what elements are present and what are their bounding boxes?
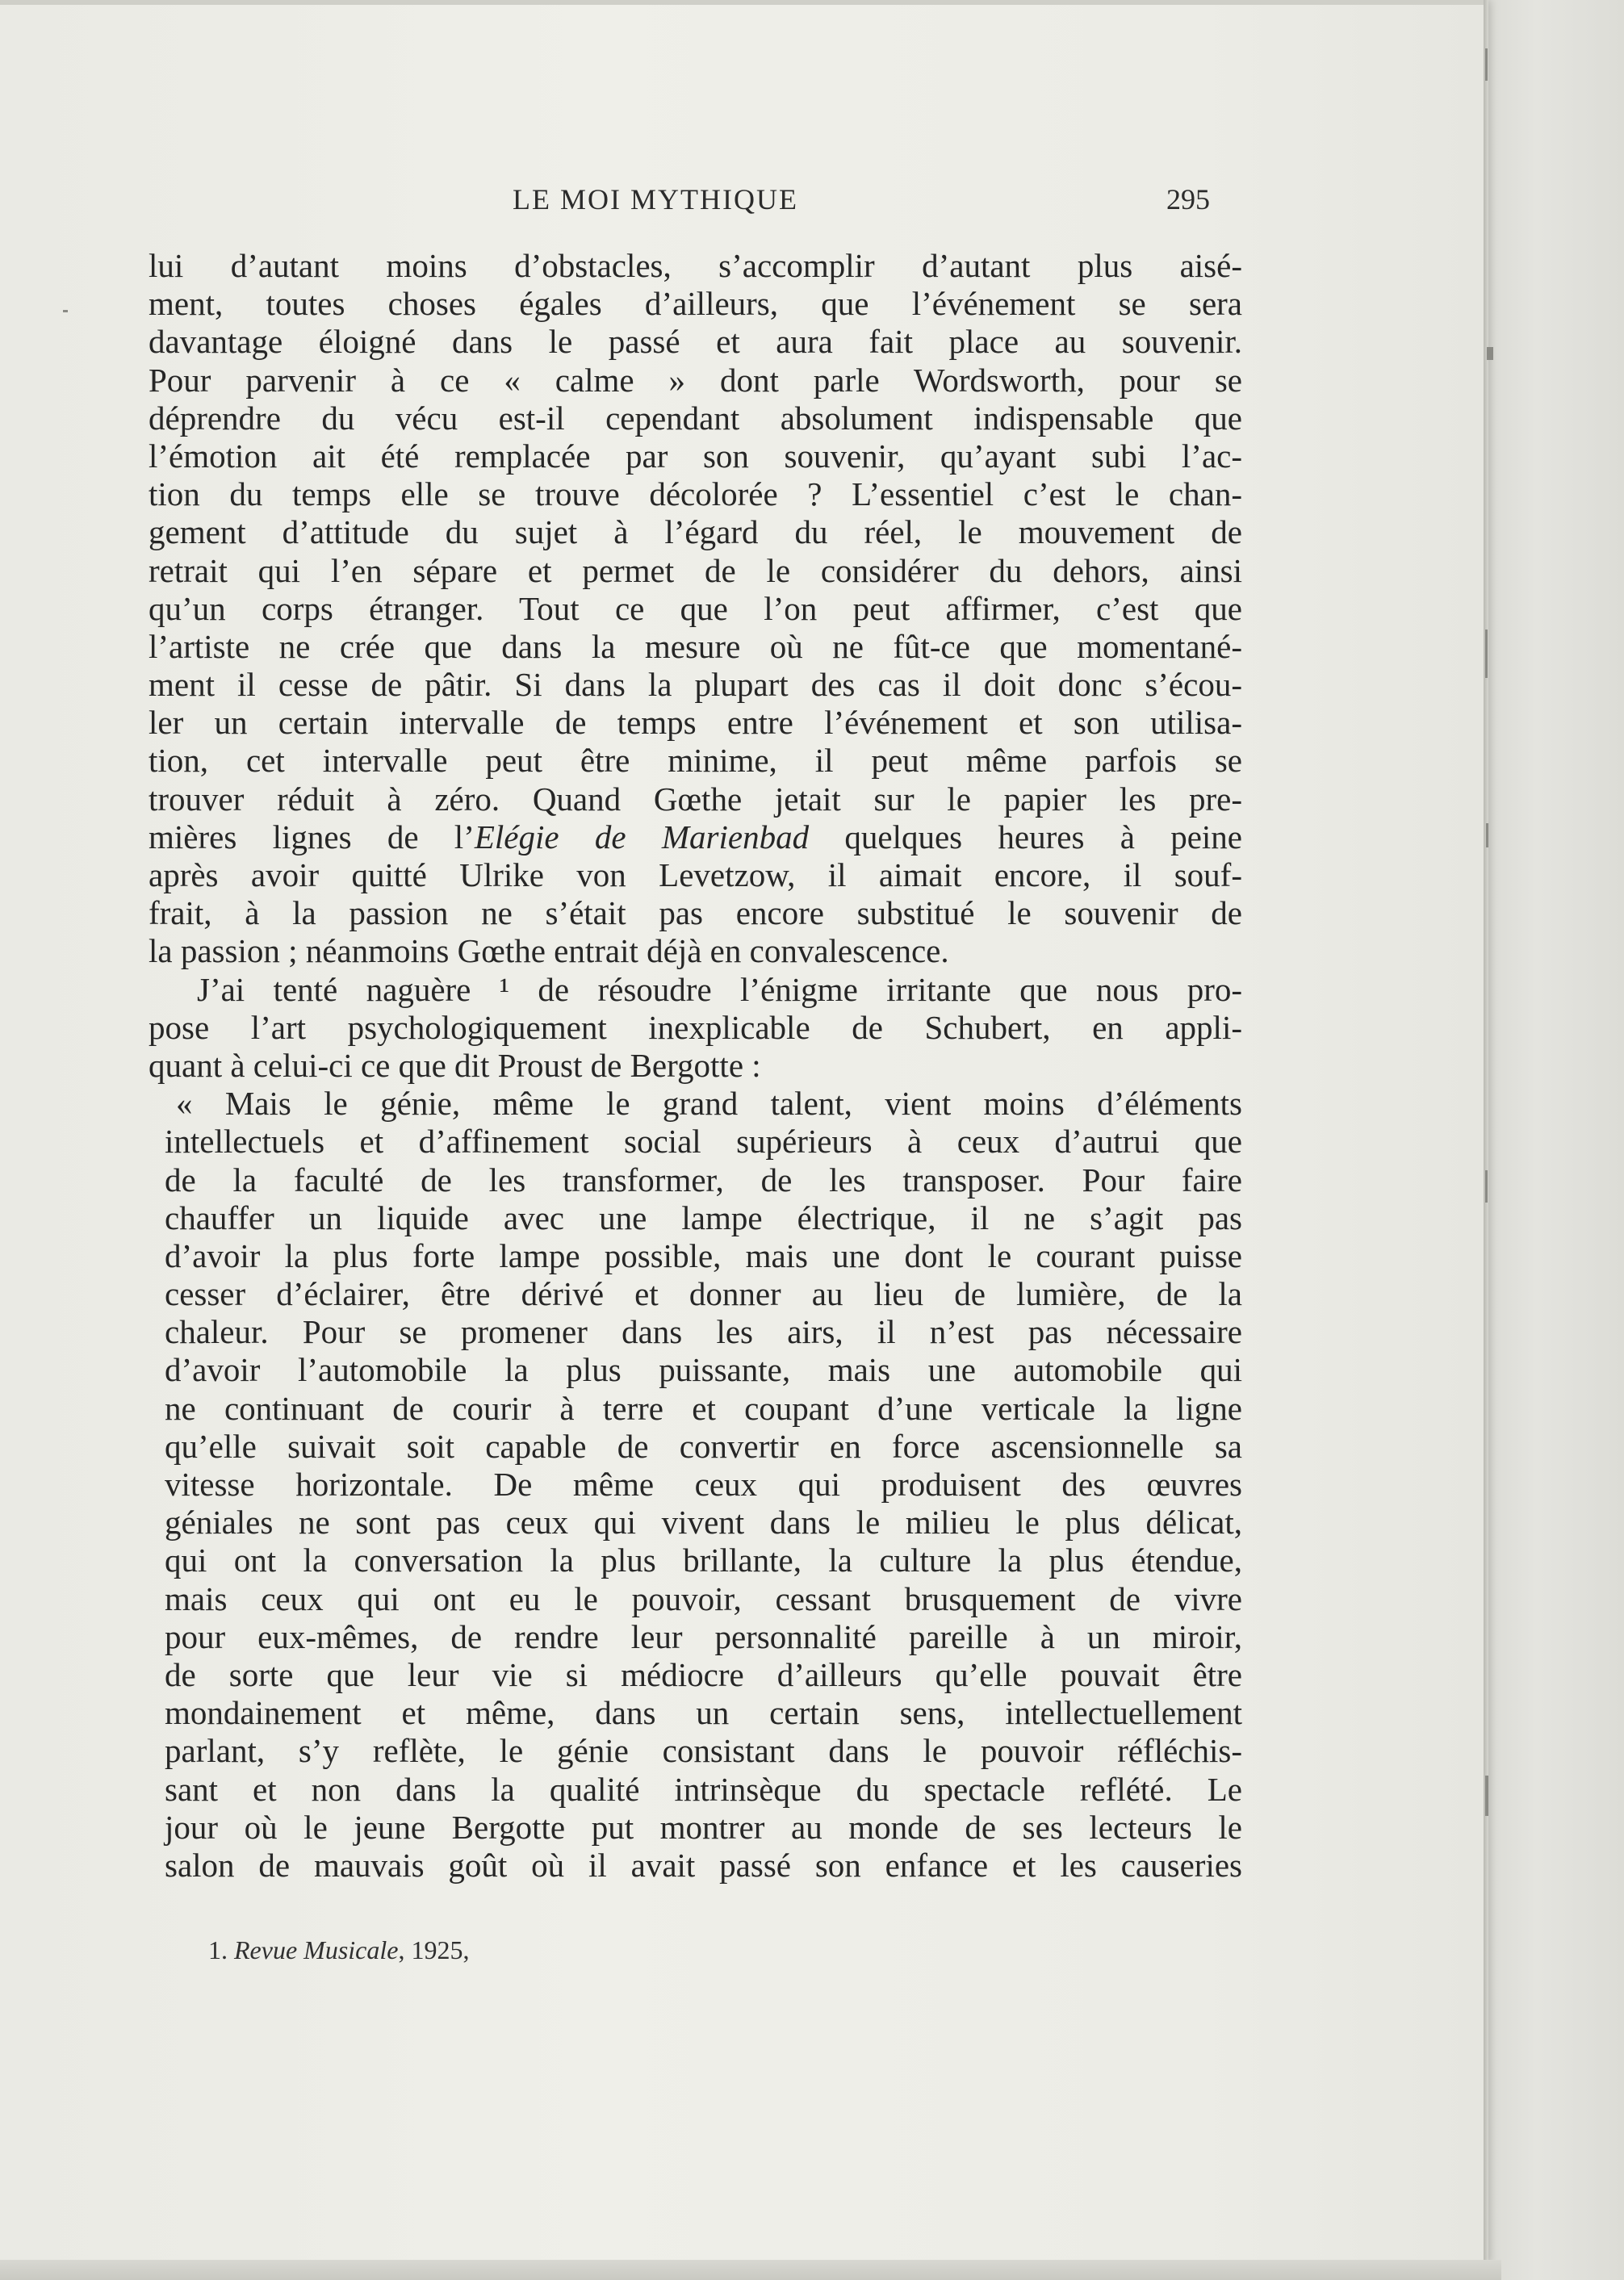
- quote-line: parlant, s’y reflète, le génie consistant dans le pouvoir réfléchis-: [165, 1732, 1242, 1770]
- text-line: l’artiste ne crée que dans la mesure où ne fût-ce que momentané-: [149, 627, 1242, 665]
- text-line: mières lignes de l’Elégie de Marienbad quelques heures à peine: [149, 818, 1242, 856]
- text-line: J’ai tenté naguère ¹ de résoudre l’énigme irritante que nous pro-: [197, 970, 1242, 1008]
- text-line: retrait qui l’en sépare et permet de le considérer du dehors, ainsi: [149, 551, 1242, 589]
- quote-line: vitesse horizontale. De même ceux qui produisent des œuvres: [165, 1466, 1242, 1503]
- running-head: [0, 182, 1485, 223]
- text-line: après avoir quitté Ulrike von Levetzow, il aimait encore, il souf-: [149, 856, 1242, 893]
- text-line: tion, cet intervalle peut être minime, il peut même parfois se: [149, 742, 1242, 780]
- top-shadow: [0, 0, 1485, 5]
- quote-line: salon de mauvais goût où il avait passé son enfance et les causeries: [165, 1846, 1242, 1884]
- text-line: l’émotion ait été remplacée par son souvenir, qu’ayant subi l’ac-: [149, 437, 1242, 475]
- quote-line: qu’elle suivait soit capable de convertir en force ascensionnelle sa: [165, 1427, 1242, 1465]
- quote-line: de la faculté de les transformer, de les transposer. Pour faire: [165, 1161, 1242, 1199]
- text-line: tion du temps elle se trouve décolorée ? L’essentiel c’est le chan-: [149, 475, 1242, 513]
- footnote-number: 1.: [208, 1935, 228, 1964]
- footnote: [208, 1935, 469, 1965]
- speck: [1486, 823, 1488, 847]
- quote-line: pour eux-mêmes, de rendre leur personnalité pareille à un miroir,: [165, 1617, 1242, 1655]
- quote-line: sant et non dans la qualité intrinsèque du spectacle reflété. Le: [165, 1770, 1242, 1808]
- quote-line: d’avoir l’automobile la plus puissante, mais une automobile qui: [165, 1351, 1242, 1389]
- body-text: [149, 247, 1242, 1885]
- quote-line: « Mais le génie, même le grand talent, vient moins d’éléments: [176, 1085, 1242, 1123]
- text-line: ler un certain intervalle de temps entre l’événement et son utilisa-: [149, 704, 1242, 742]
- speck: [1485, 630, 1488, 678]
- speck: [1487, 347, 1493, 360]
- speck: [1485, 1170, 1488, 1203]
- text-line: lui d’autant moins d’obstacles, s’accomplir d’autant plus aisé-: [149, 247, 1242, 284]
- text-line: déprendre du vécu est-il cependant absolument indispensable que: [149, 399, 1242, 437]
- quote-line: géniales ne sont pas ceux qui vivent dans le milieu le plus délicat,: [165, 1504, 1242, 1542]
- text-line: la passion ; néanmoins Gœthe entrait déjà en convalescence.: [149, 932, 949, 970]
- quote-line: mondainement et même, dans un certain sens, intellectuellement: [165, 1694, 1242, 1732]
- quote-line: chauffer un liquide avec une lampe électrique, il ne s’agit pas: [165, 1199, 1242, 1236]
- text-line: Pour parvenir à ce « calme » dont parle Wordsworth, pour se: [149, 361, 1242, 399]
- speck: [63, 310, 68, 312]
- speck: [1485, 48, 1488, 81]
- text-line: qu’un corps étranger. Tout ce que l’on peut affirmer, c’est que: [149, 589, 1242, 627]
- text-line: gement d’attitude du sujet à l’égard du réel, le mouvement de: [149, 513, 1242, 551]
- text-line: ment, toutes choses égales d’ailleurs, que l’événement se sera: [149, 285, 1242, 323]
- running-title: LE MOI MYTHIQUE: [513, 183, 798, 215]
- footnote-year: , 1925,: [398, 1935, 470, 1964]
- quote-line: de sorte que leur vie si médiocre d’ailleurs qu’elle pouvait être: [165, 1655, 1242, 1693]
- text-line: quant à celui-ci ce que dit Proust de Bergotte :: [149, 1046, 761, 1084]
- quote-line: mais ceux qui ont eu le pouvoir, cessant brusquement de vivre: [165, 1579, 1242, 1617]
- quote-line: chaleur. Pour se promener dans les airs, il n’est pas nécessaire: [165, 1313, 1242, 1351]
- quote-line: d’avoir la plus forte lampe possible, mais une dont le courant puisse: [165, 1236, 1242, 1274]
- quote-line: jour où le jeune Bergotte put montrer au monde de ses lecteurs le: [165, 1808, 1242, 1846]
- page-edge: [1484, 0, 1488, 2264]
- text-line: trouver réduit à zéro. Quand Gœthe jetait sur le papier les pre-: [149, 780, 1242, 818]
- speck: [1485, 1776, 1488, 1816]
- quote-line: cesser d’éclairer, être dérivé et donner au lieu de lumière, de la: [165, 1275, 1242, 1313]
- page-number: 295: [1166, 183, 1210, 215]
- background-surface: [1477, 0, 1624, 2280]
- text-line: pose l’art psychologiquement inexplicable de Schubert, en appli-: [149, 1008, 1242, 1046]
- text-line: frait, à la passion ne s’était pas encore substitué le souvenir de: [149, 894, 1242, 932]
- quote-line: ne continuant de courir à terre et coupant d’une verticale la ligne: [165, 1389, 1242, 1427]
- footnote-source: Revue Musicale: [234, 1935, 399, 1964]
- quote-line: intellectuels et d’affinement social supérieurs à ceux d’autrui que: [165, 1123, 1242, 1161]
- bottom-edge: [0, 2260, 1501, 2280]
- text-line: davantage éloigné dans le passé et aura fait place au souvenir.: [149, 323, 1242, 361]
- book-title: Elégie de Marienbad: [474, 818, 810, 856]
- quote-line: qui ont la conversation la plus brillante, la culture la plus étendue,: [165, 1542, 1242, 1579]
- text-line: ment il cesse de pâtir. Si dans la plupart des cas il doit donc s’écou-: [149, 666, 1242, 704]
